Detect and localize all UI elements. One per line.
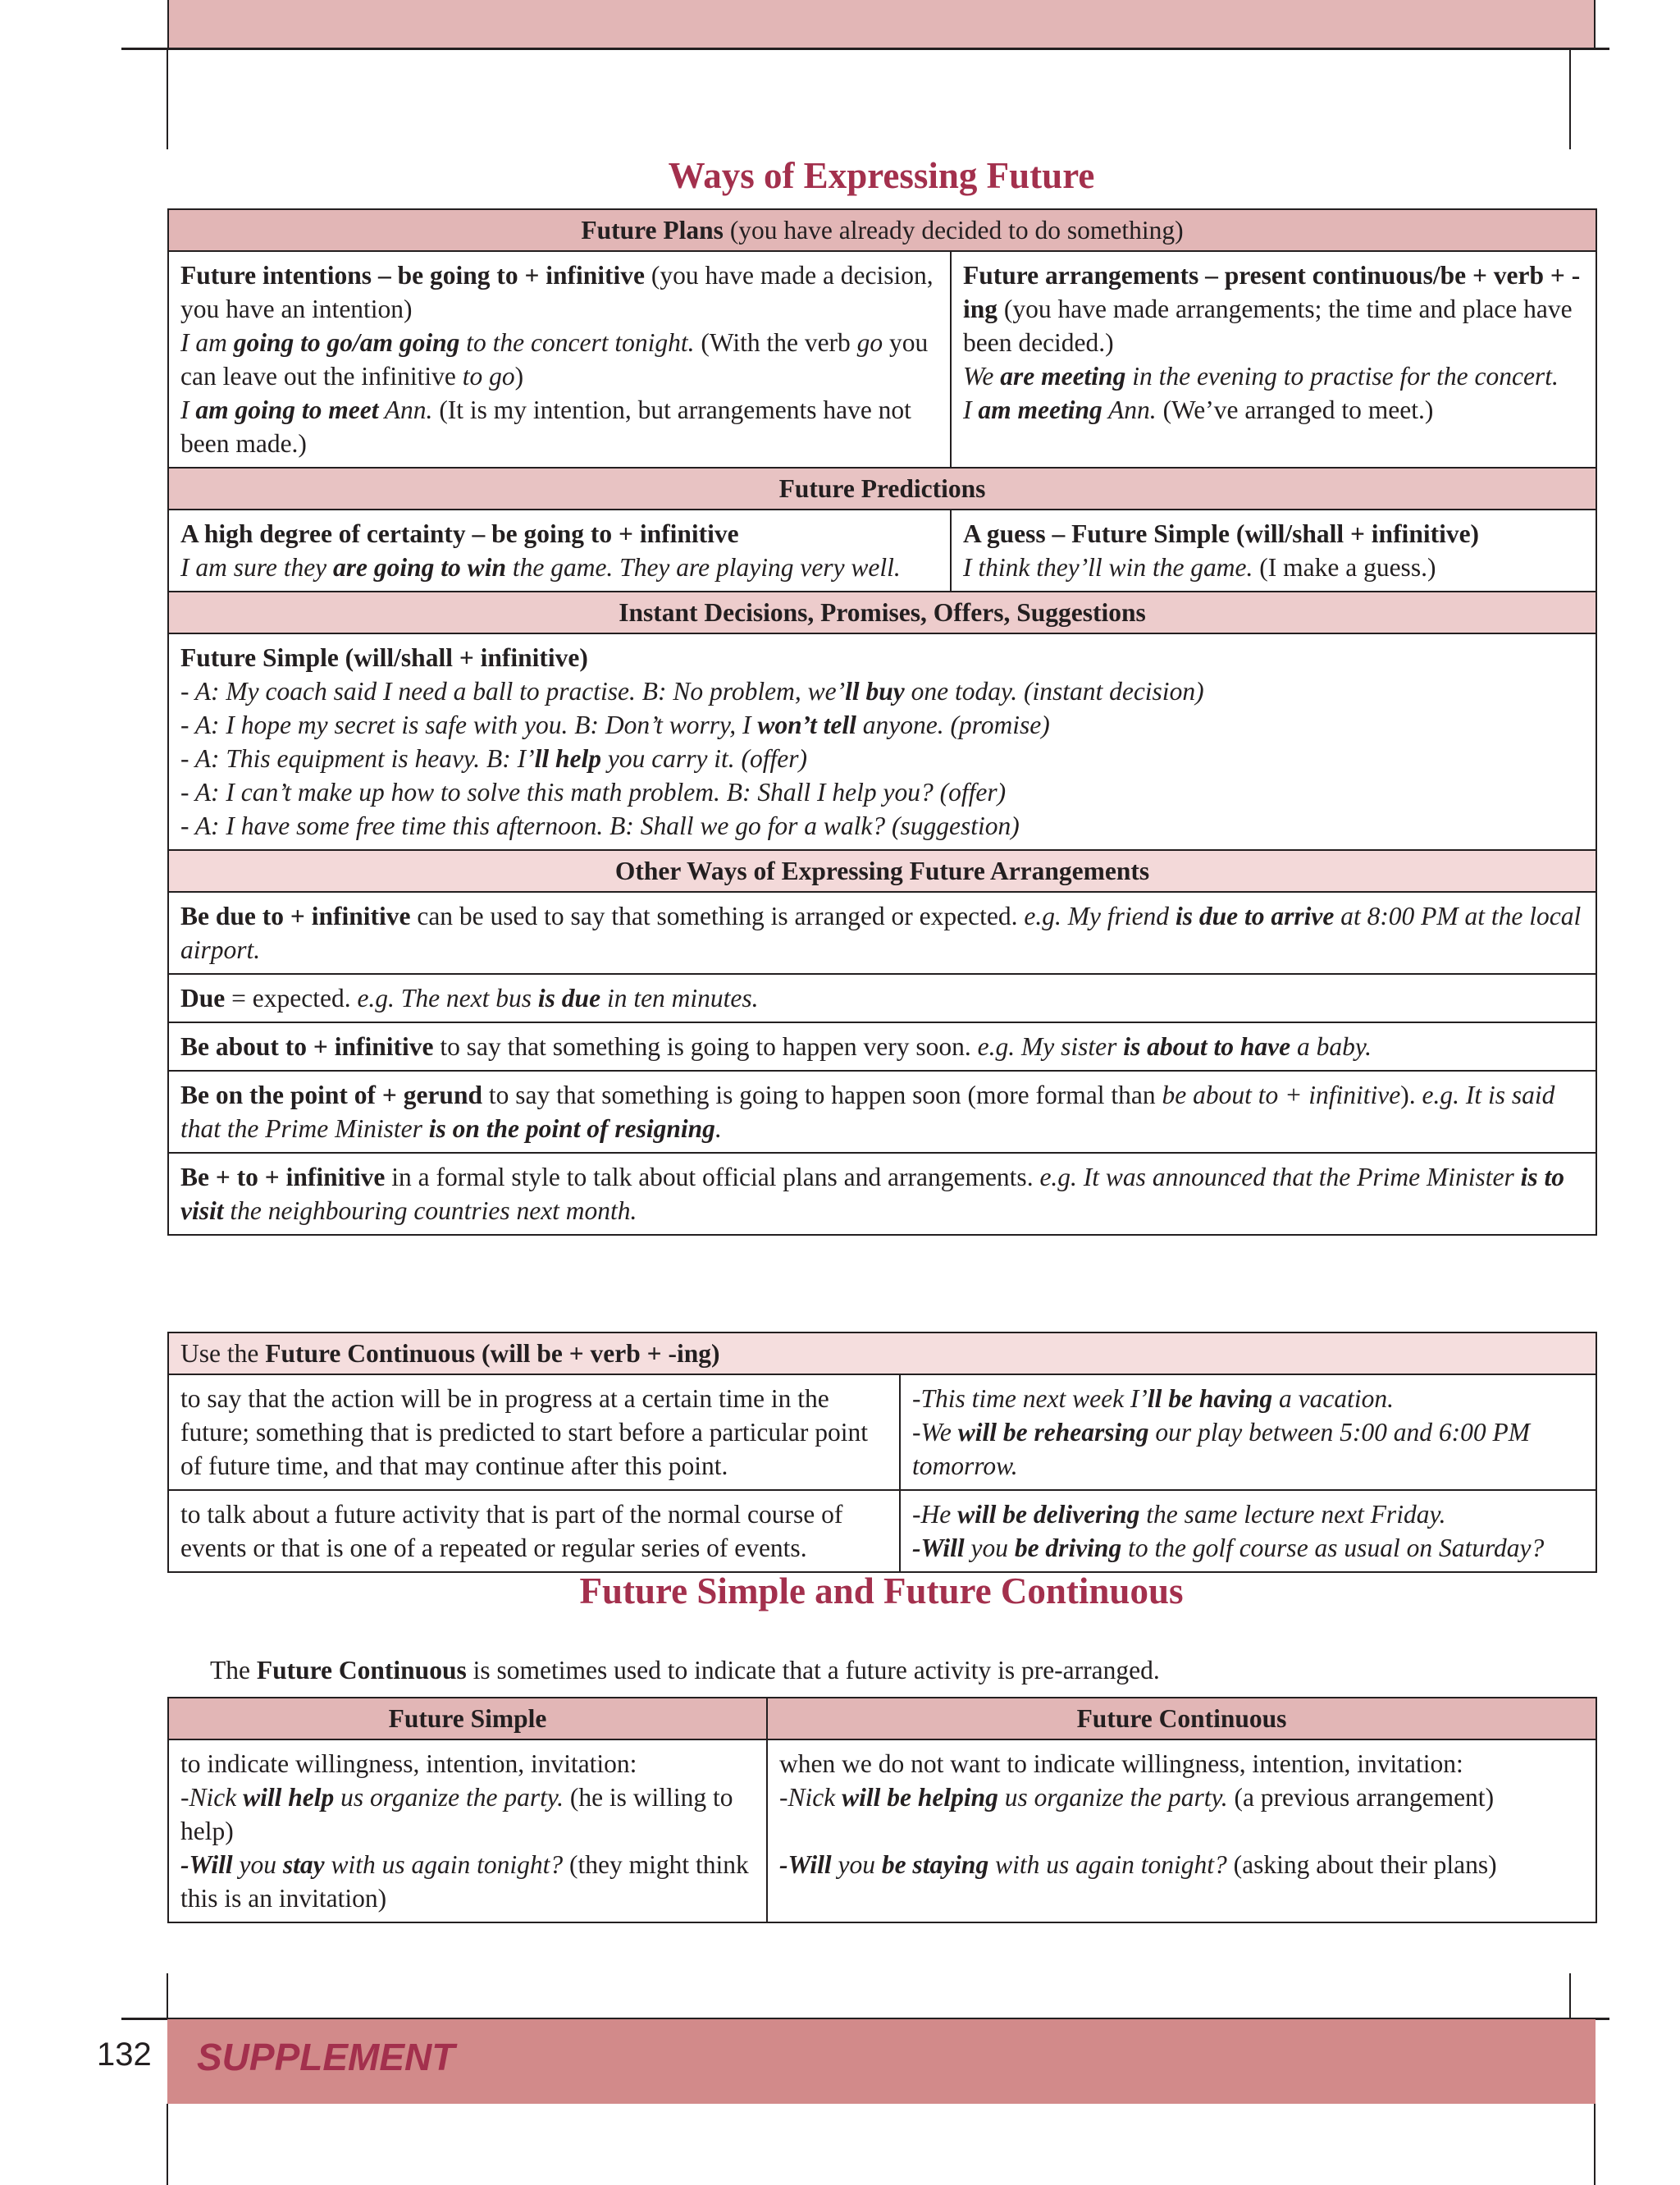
future-continuous-cell: when we do not want to indicate willingness, intention, invitation: -Nick will be helping us organize the party. (a previous arrangement) -Will you be staying with us again tonight? (asking about their plans) [767, 1739, 1596, 1922]
certainty-cell: A high degree of certainty – be going to + infinitive I am sure they are going to win the game. They are playing very well. [168, 510, 951, 592]
future-ways-table [167, 208, 1597, 1236]
top-left-tick [167, 49, 168, 149]
future-plans-header-row [168, 209, 1596, 251]
page-title: Ways of Expressing Future [668, 155, 1095, 196]
future-continuous-header-row [168, 1332, 1596, 1374]
table-row [168, 1022, 1596, 1071]
section-label: SUPPLEMENT [197, 2036, 455, 2078]
instant-decisions-header: Instant Decisions, Promises, Offers, Suggestions [168, 592, 1596, 633]
top-right-tick [1569, 49, 1571, 149]
future-continuous-table [167, 1332, 1597, 1573]
bottom-right-tick [1569, 1973, 1571, 2019]
footer-right-line [1594, 2104, 1596, 2185]
future-continuous-column-header: Future Continuous [767, 1698, 1596, 1739]
other-ways-header-row [168, 850, 1596, 892]
guess-cell: A guess – Future Simple (will/shall + infinitive) I think they’ll win the game. (I make a guess.) [951, 510, 1596, 592]
table-row [168, 1374, 1596, 1490]
regular-events-usage-cell: to talk about a future activity that is part of the normal course of events or that is one of a repeated or regular series of events. [168, 1490, 900, 1572]
future-intentions-cell: Future intentions – be going to + infinitive (you have made a decision, you have an intention) I am going to go/am going to the concert tonight. (With the verb go you can leave out the infinitive to go) I am going to meet Ann. (It is my intention, but arrangements have not been made.) [168, 251, 951, 468]
bottom-left-tick [167, 1973, 168, 2019]
table-row [168, 1153, 1596, 1235]
instant-decisions-header-row [168, 592, 1596, 633]
section-title: Future Simple and Future Continuous [579, 1570, 1184, 1611]
footer-left-line [167, 2104, 168, 2185]
other-ways-header: Other Ways of Expressing Future Arrangements [168, 850, 1596, 892]
future-plans-row [168, 251, 1596, 468]
future-predictions-header: Future Predictions [168, 468, 1596, 510]
table-row [168, 974, 1596, 1022]
due-cell: Due = expected. e.g. The next bus is due in ten minutes. [168, 974, 1596, 1022]
future-arrangements-cell: Future arrangements – present continuous/be + verb + -ing (you have made arrangements; the time and place have been decided.) We are meeting in the evening to practise for the concert. I am meeting Ann. (We’ve arranged to meet.) [951, 251, 1596, 468]
table-row [168, 1071, 1596, 1153]
be-to-cell: Be + to + infinitive in a formal style to talk about official plans and arrangements. e.g. It was announced that the Prime Minister is to visit the neighbouring countries next month. [168, 1153, 1596, 1235]
top-color-band [167, 0, 1596, 49]
compare-header-row [168, 1698, 1596, 1739]
table-row [168, 1490, 1596, 1572]
future-simple-column-header: Future Simple [168, 1698, 767, 1739]
be-due-to-cell: Be due to + infinitive can be used to say that something is arranged or expected. e.g. My friend is due to arrive at 8:00 PM at the local airport. [168, 892, 1596, 974]
future-predictions-row [168, 510, 1596, 592]
table-row [168, 892, 1596, 974]
intro-paragraph: The Future Continuous is sometimes used to indicate that a future activity is pre-arranged. [210, 1656, 1160, 1684]
regular-events-examples-cell: -He will be delivering the same lecture next Friday. -Will you be driving to the golf course as usual on Saturday? [900, 1490, 1596, 1572]
future-plans-header: Future Plans (you have already decided to do something) [168, 209, 1596, 251]
instant-decisions-row [168, 633, 1596, 850]
table-row [168, 1739, 1596, 1922]
in-progress-examples-cell: -This time next week I’ll be having a vacation. -We will be rehearsing our play between 5:00 and 6:00 PM tomorrow. [900, 1374, 1596, 1490]
simple-vs-continuous-table [167, 1697, 1597, 1923]
future-continuous-header: Use the Future Continuous (will be + verb + -ing) [168, 1332, 1596, 1374]
future-predictions-header-row [168, 468, 1596, 510]
instant-decisions-cell: Future Simple (will/shall + infinitive) - A: My coach said I need a ball to practise. B: No problem, we’ll buy one today. (instant decision) - A: I hope my secret is safe with you. B: Don’t worry, I won’t tell anyone. (promise) - A: This equipment is heavy. B: I’ll help you carry it. (offer) - A: I can’t make up how to solve this math problem. B: Shall I help you? (offer) - A: I have some free time this afternoon. B: Shall we go for a walk? (suggestion) [168, 633, 1596, 850]
be-about-to-cell: Be about to + infinitive to say that something is going to happen very soon. e.g. My sister is about to have a baby. [168, 1022, 1596, 1071]
in-progress-usage-cell: to say that the action will be in progress at a certain time in the future; something that is predicted to start before a particular point of future time, and that may continue after this point. [168, 1374, 900, 1490]
be-on-the-point-cell: Be on the point of + gerund to say that something is going to happen soon (more formal than be about to + infinitive). e.g. It is said that the Prime Minister is on the point of resigning. [168, 1071, 1596, 1153]
page-number: 132 [97, 2036, 152, 2073]
future-simple-cell: to indicate willingness, intention, invitation: -Nick will help us organize the party. (he is willing to help) -Will you stay with us again tonight? (they might think this is an invitation) [168, 1739, 767, 1922]
top-rule [121, 48, 1609, 50]
